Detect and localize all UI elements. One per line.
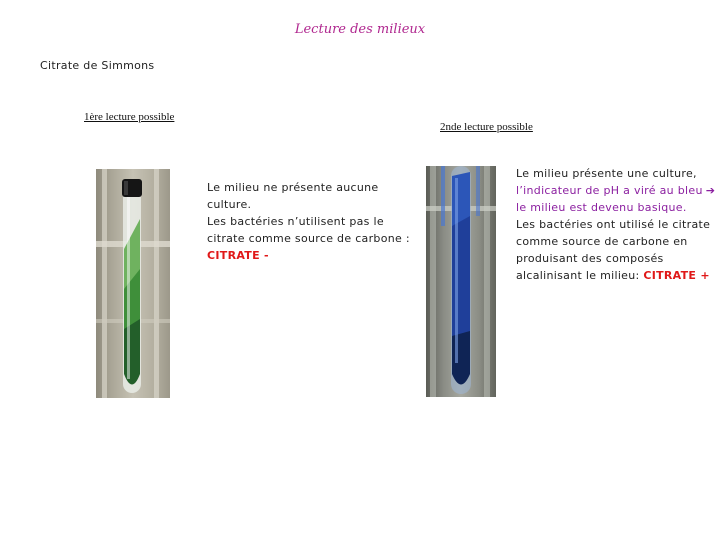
desc-line bbox=[516, 267, 716, 284]
desc-line: produisant des composés bbox=[516, 252, 664, 265]
desc-line: Le milieu présente une culture, bbox=[516, 167, 697, 180]
desc-last-text: alcalinisant le milieu: bbox=[516, 269, 644, 282]
citrate-negative-result: CITRATE - bbox=[207, 249, 269, 262]
citrate-positive-result: CITRATE + bbox=[643, 269, 710, 282]
positive-result-description bbox=[516, 165, 716, 284]
test-tube-green-photo bbox=[96, 169, 170, 398]
desc-line: Les bactéries n’utilisent pas le bbox=[207, 215, 384, 228]
test-tube-blue-photo bbox=[426, 166, 496, 397]
desc-line: comme source de carbone en bbox=[516, 235, 688, 248]
second-reading-label: 2nde lecture possible bbox=[440, 121, 533, 133]
desc-line: Le milieu ne présente aucune bbox=[207, 181, 379, 194]
page-title: Lecture des milieux bbox=[294, 22, 426, 37]
page-subtitle: Citrate de Simmons bbox=[40, 59, 155, 72]
negative-result-description bbox=[207, 179, 410, 264]
desc-line-highlight: le milieu est devenu basique. bbox=[516, 201, 687, 214]
first-reading-label: 1ère lecture possible bbox=[84, 111, 175, 123]
right-arrow-icon: ➔ bbox=[705, 184, 716, 197]
desc-line-highlight bbox=[516, 182, 716, 199]
desc-line: citrate comme source de carbone : bbox=[207, 232, 410, 245]
desc-line: culture. bbox=[207, 198, 252, 211]
indicator-text: l’indicateur de pH a viré au bleu bbox=[516, 184, 703, 197]
desc-line: Les bactéries ont utilisé le citrate bbox=[516, 218, 711, 231]
